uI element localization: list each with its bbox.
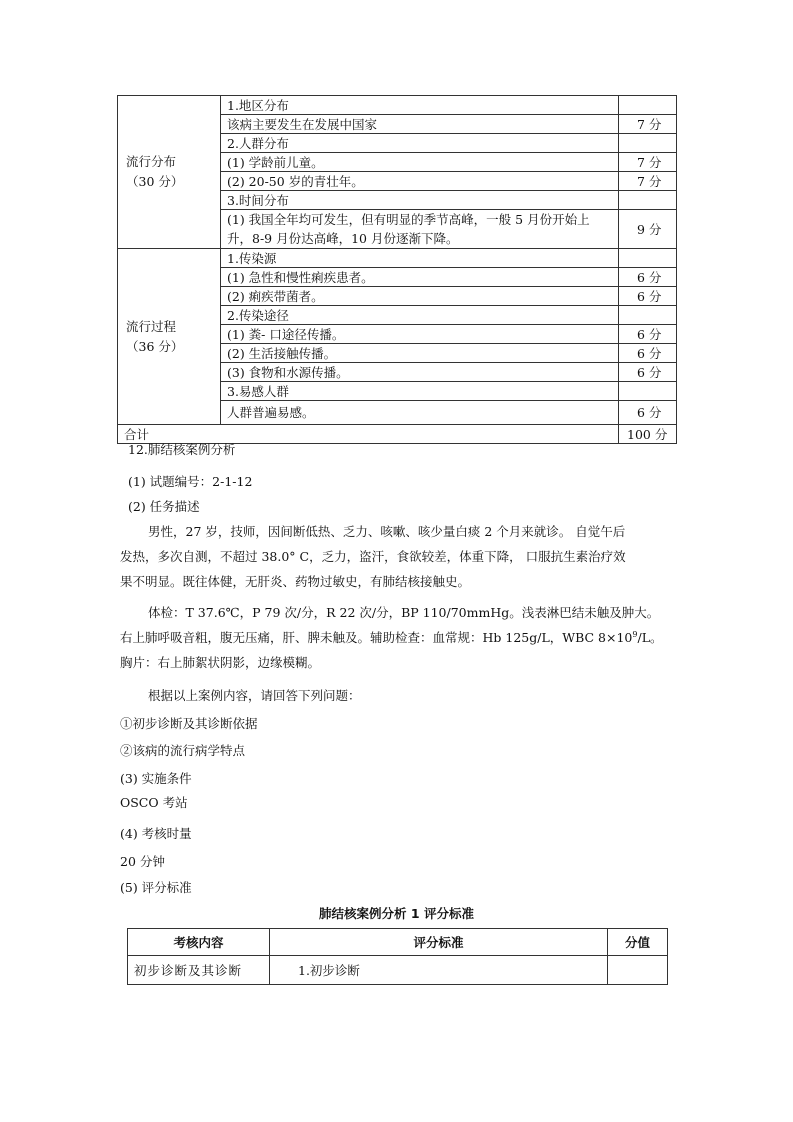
- score-cell: 7 分: [619, 115, 677, 134]
- tuberculosis-score-table: [127, 928, 668, 985]
- case-para2-line2-unit: /L。: [637, 630, 663, 645]
- conditions-value: OSCO 考站: [120, 795, 188, 810]
- score-cell: 7 分: [619, 153, 677, 172]
- score-cell: [619, 382, 677, 401]
- table-row: [118, 249, 677, 268]
- score-cell: 6 分: [619, 287, 677, 306]
- case-para1-line3: 果不明显。既往体健，无肝炎、药物过敏史，有肺结核接触史。: [120, 574, 471, 589]
- header-content: 考核内容: [128, 929, 270, 956]
- table-row: [128, 956, 668, 985]
- score-cell: 7 分: [619, 172, 677, 191]
- criteria-cell: 2.人群分布: [221, 134, 619, 153]
- item-scoring-standard: (5) 评分标准: [120, 880, 192, 895]
- item-duration: (4) 考核时量: [120, 826, 192, 841]
- question-intro: 根据以上案例内容，请回答下列问题：: [148, 688, 361, 703]
- case-para2-line2-text: 右上肺呼吸音粗，腹无压痛，肝、脾未触及。辅助检查：血常规：Hb 125g/L，WBC 8×10: [120, 630, 633, 645]
- score-cell: [619, 249, 677, 268]
- criteria-cell: 1.初步诊断: [270, 956, 608, 985]
- total-label: 合计: [118, 425, 619, 444]
- header-score: 分值: [608, 929, 668, 956]
- content-cell: 初步诊断及其诊断: [128, 956, 270, 985]
- criteria-cell: (2) 痢疾带菌者。: [221, 287, 619, 306]
- score-cell: 6 分: [619, 363, 677, 382]
- criteria-cell: (1) 我国全年均可发生，但有明显的季节高峰，一般 5 月份开始上升，8-9 月份达高峰，10 月份逐渐下降。: [221, 210, 619, 249]
- case-para1-line2: 发热，多次自测，不超过 38.0° C，乏力，盗汗，食欲较差，体重下降， 口服抗生素治疗效: [120, 549, 626, 564]
- category-cell: [118, 249, 221, 425]
- criteria-cell: (1) 学龄前儿童。: [221, 153, 619, 172]
- criteria-cell: 3.时间分布: [221, 191, 619, 210]
- category-name: 流行过程: [126, 318, 177, 334]
- score-cell: 6 分: [619, 401, 677, 425]
- criteria-cell: 1.地区分布: [221, 96, 619, 115]
- score-cell: 9 分: [619, 210, 677, 249]
- score-cell: [619, 134, 677, 153]
- question-1: ①初步诊断及其诊断依据: [120, 716, 258, 731]
- criteria-cell: (1) 急性和慢性痢疾患者。: [221, 268, 619, 287]
- category-cell: [118, 96, 221, 249]
- question-2: ②该病的流行病学特点: [120, 743, 246, 758]
- criteria-cell: 3.易感人群: [221, 382, 619, 401]
- criteria-cell: (2) 生活接触传播。: [221, 344, 619, 363]
- category-points: （36 分）: [126, 338, 184, 354]
- category-points: （30 分）: [126, 174, 184, 189]
- item-task-description: (2) 任务描述: [128, 499, 200, 514]
- case-para2-line3: 胸片：右上肺絮状阴影，边缘模糊。: [120, 655, 321, 670]
- header-criteria: 评分标准: [270, 929, 608, 956]
- criteria-cell: (2) 20-50 岁的青壮年。: [221, 172, 619, 191]
- case-para2-line1: 体检：T 37.6℃，P 79 次/分，R 22 次/分，BP 110/70mmHg。浅表淋巴结未触及肿大。: [148, 605, 660, 620]
- criteria-cell: 2.传染途径: [221, 306, 619, 325]
- score-cell: [619, 306, 677, 325]
- epidemiology-score-table: [117, 95, 677, 444]
- duration-value: 20 分钟: [120, 854, 165, 869]
- item-exam-number: (1) 试题编号：2-1-12: [128, 474, 253, 489]
- table2-title: 肺结核案例分析 1 评分标准: [319, 906, 474, 921]
- case-para2-line2: [120, 628, 663, 646]
- criteria-cell: (1) 粪- 口途径传播。: [221, 325, 619, 344]
- criteria-cell: 1.传染源: [221, 249, 619, 268]
- case-para1-line1: 男性，27 岁，技师，因间断低热、乏力、咳嗽、咳少量白痰 2 个月来就诊。 自觉午后: [148, 524, 626, 539]
- score-cell: 6 分: [619, 268, 677, 287]
- score-cell: 6 分: [619, 325, 677, 344]
- table-row: [118, 96, 677, 115]
- score-cell: [619, 191, 677, 210]
- exponent: 9: [632, 629, 638, 639]
- category-name: 流行分布: [126, 154, 177, 169]
- criteria-cell: 人群普遍易感。: [221, 401, 619, 425]
- total-score: 100 分: [619, 425, 677, 444]
- criteria-cell: (3) 食物和水源传播。: [221, 363, 619, 382]
- score-cell: [608, 956, 668, 985]
- score-cell: 6 分: [619, 344, 677, 363]
- score-cell: [619, 96, 677, 115]
- criteria-cell: 该病主要发生在发展中国家: [221, 115, 619, 134]
- item-conditions: (3) 实施条件: [120, 771, 192, 786]
- table-header-row: [128, 929, 668, 956]
- case-title: 12.肺结核案例分析: [128, 442, 236, 457]
